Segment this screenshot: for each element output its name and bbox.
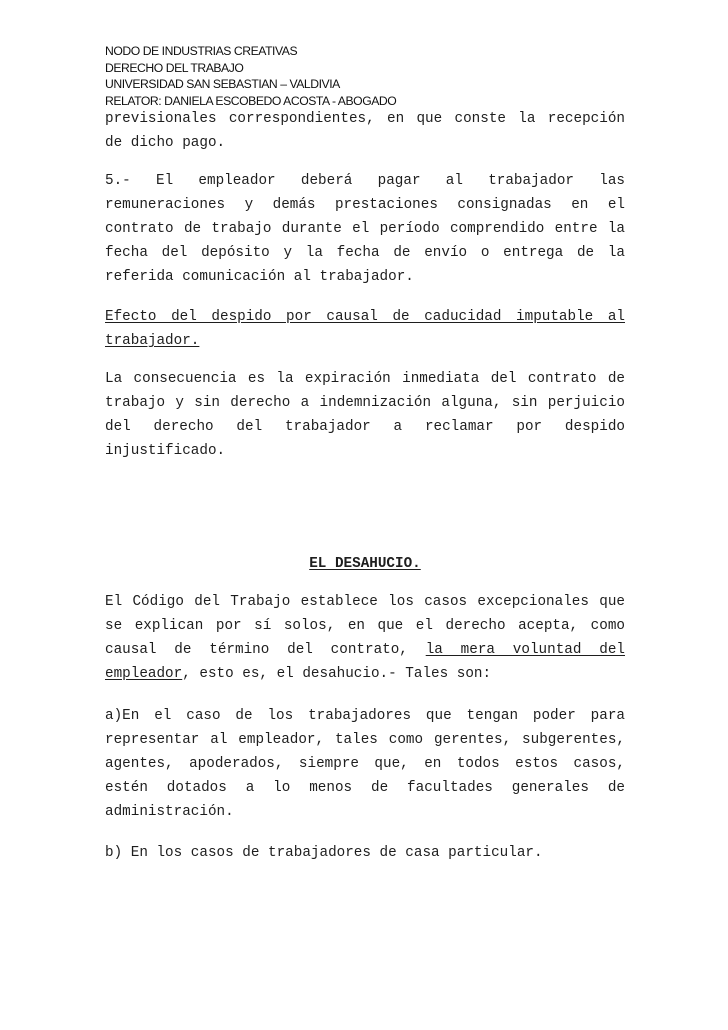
section-title-desahucio	[105, 552, 625, 576]
text-line: agentes, apoderados, siempre que, en todos estos casos,	[105, 756, 625, 773]
underlined-text: empleador	[105, 666, 183, 683]
text-line	[105, 662, 625, 686]
text-line: trabajo y sin derecho a indemnización alguna, sin perjuicio	[105, 395, 625, 412]
paragraph-codigo	[105, 590, 625, 686]
text-line	[105, 638, 625, 662]
header-line-subject: DERECHO DEL TRABAJO	[105, 60, 244, 75]
text-line: trabajador.	[105, 333, 200, 350]
text-line: del derecho del trabajador a reclamar por despido	[105, 419, 625, 436]
text-line: estén dotados a lo menos de facultades generales de	[105, 780, 625, 797]
text-line: contrato de trabajo durante el período comprendido entre la	[105, 221, 625, 238]
paragraph-intro	[105, 107, 625, 155]
heading-efecto-despido	[105, 305, 625, 353]
text-line: La consecuencia es la expiración inmediata del contrato de	[105, 371, 625, 387]
text-line: representar al empleador, tales como gerentes, subgerentes,	[105, 732, 625, 749]
text-line: de dicho pago.	[105, 135, 226, 152]
text-line: remuneraciones y demás prestaciones consignadas en el	[105, 197, 625, 214]
section-title: EL DESAHUCIO.	[309, 556, 421, 572]
underlined-text: la mera voluntad del	[425, 642, 625, 659]
list-item-b	[105, 841, 625, 865]
header-line-university: UNIVERSIDAD SAN SEBASTIAN – VALDIVIA	[105, 77, 340, 91]
text-line: a)En el caso de los trabajadores que tengan poder para	[105, 708, 625, 724]
text-line: 5.- El empleador deberá pagar al trabajador las	[105, 173, 625, 189]
text-segment: causal de término del contrato,	[105, 642, 408, 659]
text-line: injustificado.	[105, 443, 226, 460]
header-line-speaker: RELATOR: DANIELA ESCOBEDO ACOSTA - ABOGADO	[105, 93, 397, 108]
paragraph-item-5	[105, 169, 625, 289]
header-line-course-node: NODO DE INDUSTRIAS CREATIVAS	[105, 44, 298, 58]
list-item-a	[105, 704, 625, 824]
text-line: previsionales correspondientes, en que conste la recepción	[105, 111, 625, 127]
text-segment: , esto es, el desahucio.- Tales son:	[182, 666, 492, 683]
text-line: b) En los casos de trabajadores de casa particular.	[105, 845, 543, 861]
paragraph-consecuencia	[105, 367, 625, 463]
text-line: se explican por sí solos, en que el derecho acepta, como	[105, 618, 625, 635]
text-line: Efecto del despido por causal de caducidad imputable al	[105, 309, 625, 325]
page-header	[105, 43, 396, 109]
text-line: referida comunicación al trabajador.	[105, 269, 414, 286]
text-line: fecha del depósito y la fecha de envío o entrega de la	[105, 245, 625, 262]
text-line: administración.	[105, 804, 234, 821]
text-line: El Código del Trabajo establece los casos excepcionales que	[105, 594, 625, 610]
